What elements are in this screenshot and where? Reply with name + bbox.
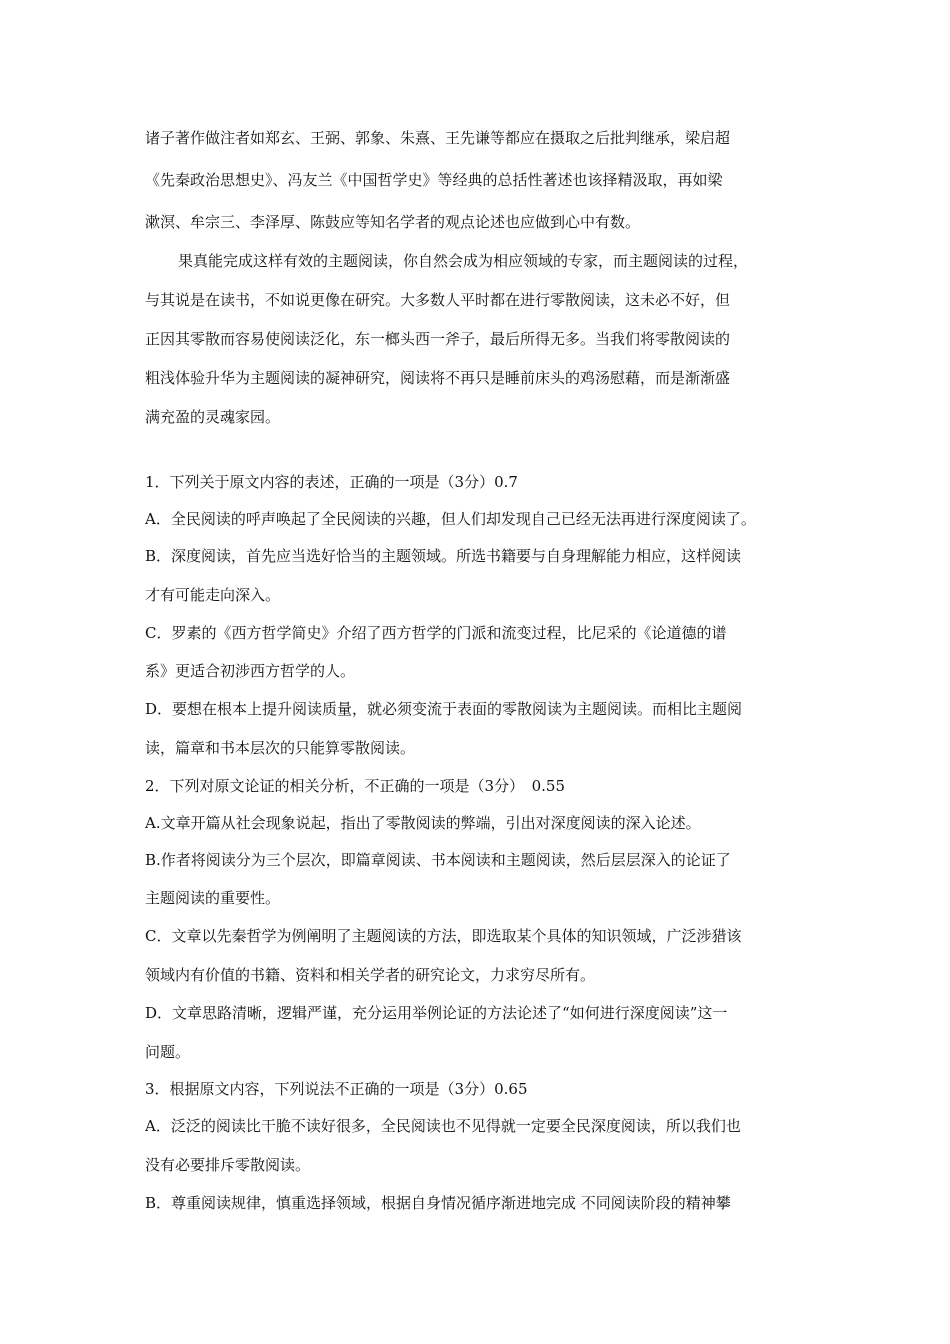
question-2-option-d: D．文章思路清晰，逻辑严谨，充分运用举例论证的方法论述了“如何进行深度阅读”这一: [145, 1004, 728, 1022]
passage-line: 满充盈的灵魂家园。: [145, 408, 281, 426]
question-2-option-c: C．文章以先秦哲学为例阐明了主题阅读的方法，即选取某个具体的知识领域，广泛涉猎该: [145, 927, 742, 945]
passage-line: 漱溟、牟宗三、李泽厚、陈鼓应等知名学者的观点论述也应做到心中有数。: [145, 213, 641, 231]
passage-line: 与其说是在读书，不如说更像在研究。大多数人平时都在进行零散阅读，这未必不好，但: [145, 291, 731, 309]
question-1-option-c: C．罗素的《西方哲学简史》介绍了西方哲学的门派和流变过程，比尼采的《论道德的谱: [145, 624, 727, 642]
passage-line: 《先秦政治思想史》、冯友兰《中国哲学史》等经典的总括性著述也该择精汲取，再如梁: [145, 171, 723, 189]
question-1-option-b-cont: 才有可能走向深入。: [145, 586, 281, 604]
passage-paragraph-start: 果真能完成这样有效的主题阅读，你自然会成为相应领域的专家，而主题阅读的过程，: [178, 252, 749, 270]
passage-line: 诸子著作做注者如郑玄、王弼、郭象、朱熹、王先谦等都应在摄取之后批判继承，梁启超: [145, 129, 731, 147]
question-2-option-d-cont: 问题。: [145, 1043, 191, 1061]
passage-line: 正因其零散而容易使阅读泛化，东一榔头西一斧子，最后所得无多。当我们将零散阅读的: [145, 330, 731, 348]
question-1-stem: 1．下列关于原文内容的表述，正确的一项是（3分）0.7: [145, 473, 518, 491]
question-2-option-b-cont: 主题阅读的重要性。: [145, 889, 281, 907]
passage-line: 粗浅体验升华为主题阅读的凝神研究，阅读将不再只是睡前床头的鸡汤慰藉，而是渐渐盛: [145, 369, 731, 387]
question-1-option-c-cont: 系》更适合初涉西方哲学的人。: [145, 662, 356, 680]
question-2-option-a: A.文章开篇从社会现象说起，指出了零散阅读的弊端，引出对深度阅读的深入论述。: [145, 814, 701, 832]
question-3-stem: 3．根据原文内容，下列说法不正确的一项是（3分）0.65: [145, 1080, 528, 1098]
question-2-stem: 2．下列对原文论证的相关分析，不正确的一项是（3分） 0.55: [145, 777, 565, 795]
question-3-option-b: B．尊重阅读规律，慎重选择领域，根据自身情况循序渐进地完成 不同阅读阶段的精神攀: [145, 1194, 731, 1212]
question-1-option-d: D．要想在根本上提升阅读质量，就必须变流于表面的零散阅读为主题阅读。而相比主题阅: [145, 700, 743, 718]
question-3-option-a-cont: 没有必要排斥零散阅读。: [145, 1156, 311, 1174]
question-2-option-c-cont: 领域内有价值的书籍、资料和相关学者的研究论文，力求穷尽所有。: [145, 966, 596, 984]
question-2-option-b: B.作者将阅读分为三个层次，即篇章阅读、书本阅读和主题阅读，然后层层深入的论证了: [145, 851, 731, 869]
question-1-option-a: A．全民阅读的呼声唤起了全民阅读的兴趣，但人们却发现自己已经无法再进行深度阅读了。: [145, 510, 756, 528]
question-3-option-a: A．泛泛的阅读比干脆不读好很多，全民阅读也不见得就一定要全民深度阅读，所以我们也: [145, 1117, 741, 1135]
question-1-option-b: B．深度阅读，首先应当选好恰当的主题领域。所选书籍要与自身理解能力相应，这样阅读: [145, 547, 742, 565]
question-1-option-d-cont: 读，篇章和书本层次的只能算零散阅读。: [145, 739, 416, 757]
